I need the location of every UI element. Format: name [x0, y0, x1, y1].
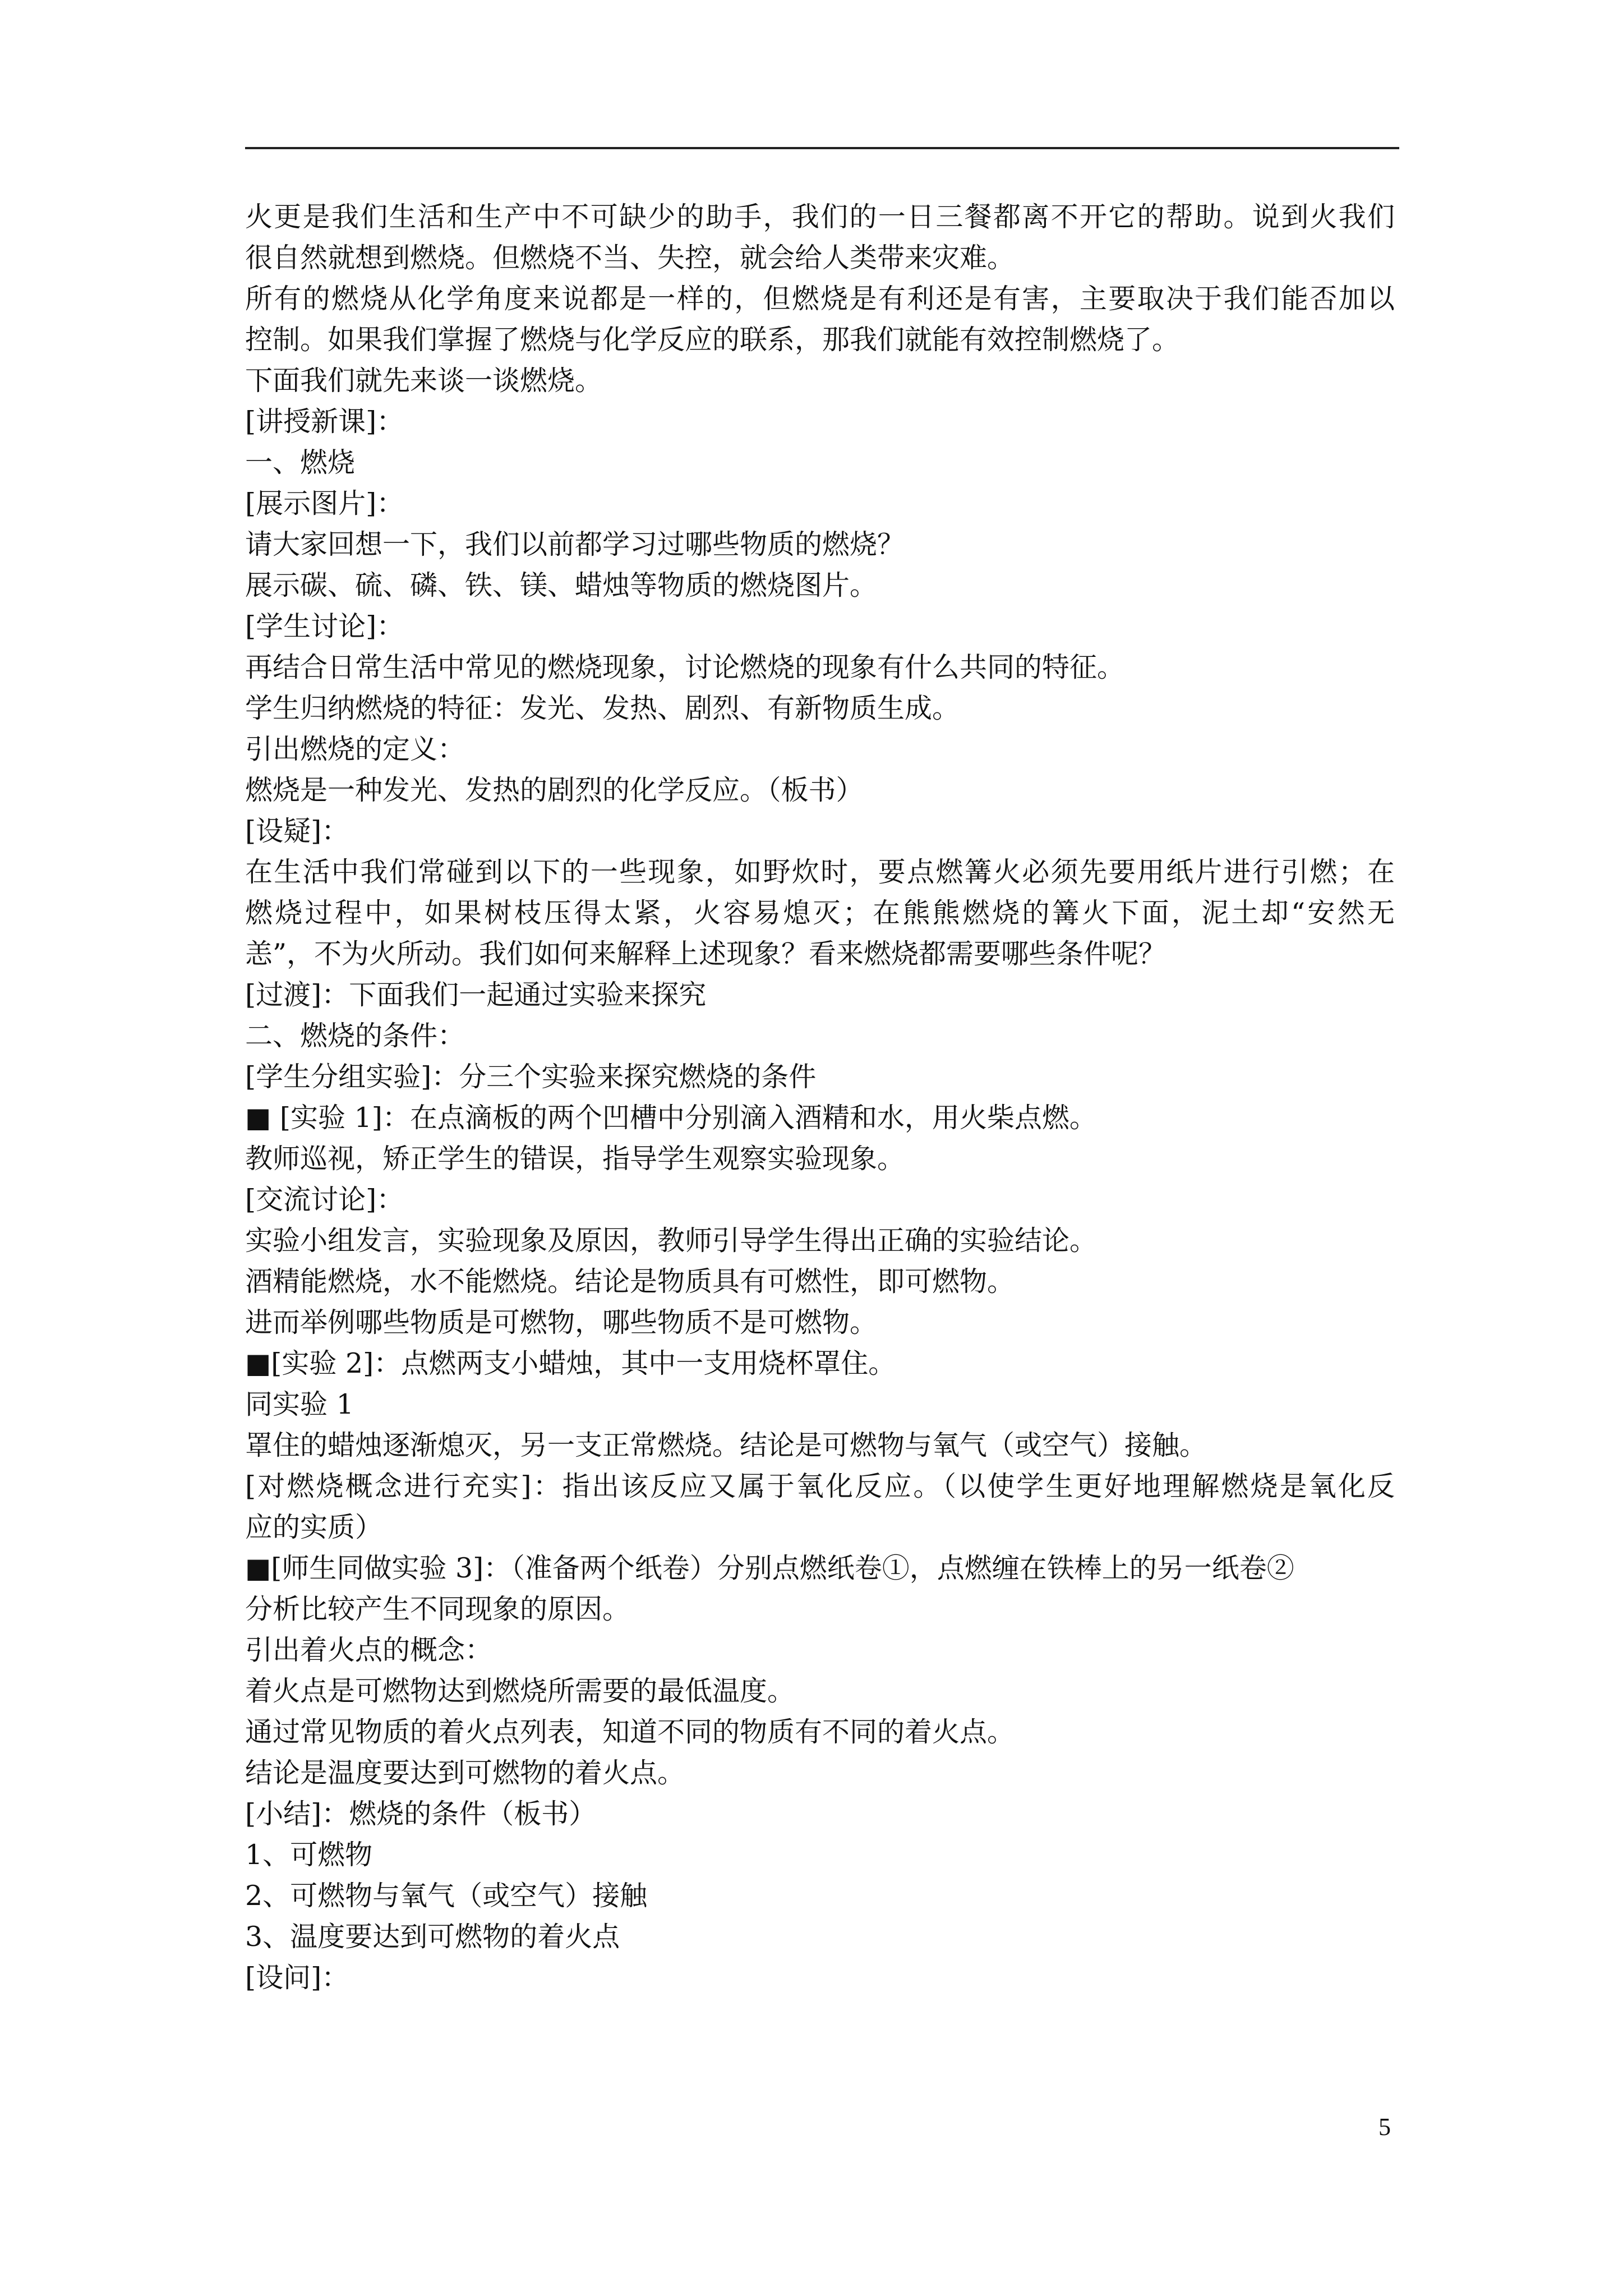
- text-line: [过渡]：下面我们一起通过实验来探究: [245, 979, 707, 1011]
- paragraph: [245, 1425, 1395, 1466]
- paragraph: [245, 1138, 1395, 1179]
- text-line: 应的实质）: [245, 1511, 383, 1543]
- text-line: 实验小组发言，实验现象及原因，教师引导学生得出正确的实验结论。: [245, 1225, 1098, 1257]
- text-line: 下面我们就先来谈一谈燃烧。: [245, 365, 603, 397]
- paragraph: [245, 1916, 1395, 1957]
- text-line: 1、可燃物: [245, 1839, 373, 1871]
- text-line: 进而举例哪些物质是可燃物，哪些物质不是可燃物。: [245, 1306, 878, 1338]
- paragraph: [245, 1343, 1395, 1384]
- text-line: 再结合日常生活中常见的燃烧现象，讨论燃烧的现象有什么共同的特征。: [245, 651, 1125, 683]
- paragraph: [245, 606, 1395, 647]
- paragraph: [245, 1097, 1395, 1138]
- text-line: 所有的燃烧从化学角度来说都是一样的，但燃烧是有利还是有害，主要取决于我们能否加以: [245, 283, 1395, 315]
- text-line: ■[师生同做实验 3]：（准备两个纸卷）分别点燃纸卷①，点燃缠在铁棒上的另一纸卷②: [245, 1552, 1294, 1584]
- paragraph: [245, 1261, 1395, 1302]
- paragraph: [245, 1711, 1395, 1752]
- text-line: 燃烧过程中，如果树枝压得太紧，火容易熄灭；在熊熊燃烧的篝火下面，泥土却“安然无: [245, 897, 1395, 929]
- text-line: [学生分组实验]：分三个实验来探究燃烧的条件: [245, 1061, 817, 1093]
- text-line: 通过常见物质的着火点列表，知道不同的物质有不同的着火点。: [245, 1716, 1015, 1748]
- text-line: [设疑]：: [245, 815, 349, 847]
- text-line: 二、燃烧的条件：: [245, 1020, 465, 1052]
- text-line: 3、温度要达到可燃物的着火点: [245, 1921, 620, 1953]
- paragraph: [245, 1056, 1395, 1097]
- text-line: [小结]：燃烧的条件（板书）: [245, 1798, 597, 1830]
- paragraph: [245, 1875, 1395, 1916]
- paragraph: [245, 770, 1395, 811]
- text-line: 分析比较产生不同现象的原因。: [245, 1593, 630, 1625]
- paragraph: [245, 647, 1395, 688]
- paragraph: [245, 1548, 1395, 1589]
- text-line: [对燃烧概念进行充实]：指出该反应又属于氧化反应。（以使学生更好地理解燃烧是氧化反: [245, 1470, 1395, 1502]
- paragraph: [245, 1015, 1395, 1056]
- text-line: 结论是温度要达到可燃物的着火点。: [245, 1757, 685, 1789]
- paragraph: [245, 1220, 1395, 1261]
- paragraph: [245, 196, 1395, 278]
- text-line: [设问]：: [245, 1962, 349, 1994]
- text-line: [学生讨论]：: [245, 610, 404, 642]
- paragraph: [245, 1302, 1395, 1343]
- text-line: ■[实验 2]：点燃两支小蜡烛，其中一支用烧杯罩住。: [245, 1347, 896, 1379]
- paragraph: [245, 483, 1395, 524]
- text-line: 在生活中我们常碰到以下的一些现象，如野炊时，要点燃篝火必须先要用纸片进行引燃；在: [245, 856, 1395, 888]
- text-line: [交流讨论]：: [245, 1184, 404, 1216]
- text-line: 教师巡视，矫正学生的错误，指导学生观察实验现象。: [245, 1143, 905, 1175]
- text-line: 恙”，不为火所动。我们如何来解释上述现象？看来燃烧都需要哪些条件呢？: [245, 938, 1166, 970]
- paragraph: [245, 524, 1395, 565]
- header-rule: [245, 147, 1399, 149]
- text-line: ■ [实验 1]：在点滴板的两个凹槽中分别滴入酒精和水，用火柴点燃。: [245, 1102, 1097, 1134]
- paragraph: [245, 1752, 1395, 1793]
- paragraph: [245, 1179, 1395, 1220]
- text-line: [展示图片]：: [245, 487, 404, 519]
- text-line: 展示碳、硫、磷、铁、镁、蜡烛等物质的燃烧图片。: [245, 569, 878, 601]
- paragraph: [245, 688, 1395, 729]
- text-line: 同实验 1: [245, 1388, 354, 1420]
- text-line: 酒精能燃烧，水不能燃烧。结论是物质具有可燃性，即可燃物。: [245, 1266, 1015, 1297]
- document-body: [245, 196, 1395, 1998]
- text-line: [讲授新课]：: [245, 406, 404, 438]
- paragraph: [245, 1630, 1395, 1671]
- paragraph: [245, 1589, 1395, 1630]
- paragraph: [245, 729, 1395, 770]
- paragraph: [245, 1957, 1395, 1998]
- text-line: 引出燃烧的定义：: [245, 733, 465, 765]
- text-line: 学生归纳燃烧的特征：发光、发热、剧烈、有新物质生成。: [245, 692, 960, 724]
- text-line: 着火点是可燃物达到燃烧所需要的最低温度。: [245, 1675, 795, 1707]
- paragraph: [245, 401, 1395, 442]
- text-line: 火更是我们生活和生产中不可缺少的助手，我们的一日三餐都离不开它的帮助。说到火我们: [245, 201, 1395, 233]
- text-line: 一、燃烧: [245, 447, 356, 478]
- text-line: 2、可燃物与氧气（或空气）接触: [245, 1880, 648, 1912]
- paragraph: [245, 811, 1395, 852]
- text-line: 引出着火点的概念：: [245, 1634, 493, 1666]
- text-line: 燃烧是一种发光、发热的剧烈的化学反应。（板书）: [245, 774, 864, 806]
- paragraph: [245, 1671, 1395, 1711]
- paragraph: [245, 1466, 1395, 1548]
- paragraph: [245, 1793, 1395, 1834]
- paragraph: [245, 278, 1395, 360]
- paragraph: [245, 565, 1395, 606]
- paragraph: [245, 360, 1395, 401]
- paragraph: [245, 852, 1395, 974]
- text-line: 控制。如果我们掌握了燃烧与化学反应的联系，那我们就能有效控制燃烧了。: [245, 324, 1180, 356]
- text-line: 请大家回想一下，我们以前都学习过哪些物质的燃烧？: [245, 528, 905, 560]
- paragraph: [245, 974, 1395, 1015]
- paragraph: [245, 1834, 1395, 1875]
- page-number: 5: [1378, 2113, 1391, 2141]
- paragraph: [245, 1384, 1395, 1425]
- paragraph: [245, 442, 1395, 483]
- text-line: 罩住的蜡烛逐渐熄灭，另一支正常燃烧。结论是可燃物与氧气（或空气）接触。: [245, 1429, 1207, 1461]
- text-line: 很自然就想到燃烧。但燃烧不当、失控，就会给人类带来灾难。: [245, 242, 1015, 274]
